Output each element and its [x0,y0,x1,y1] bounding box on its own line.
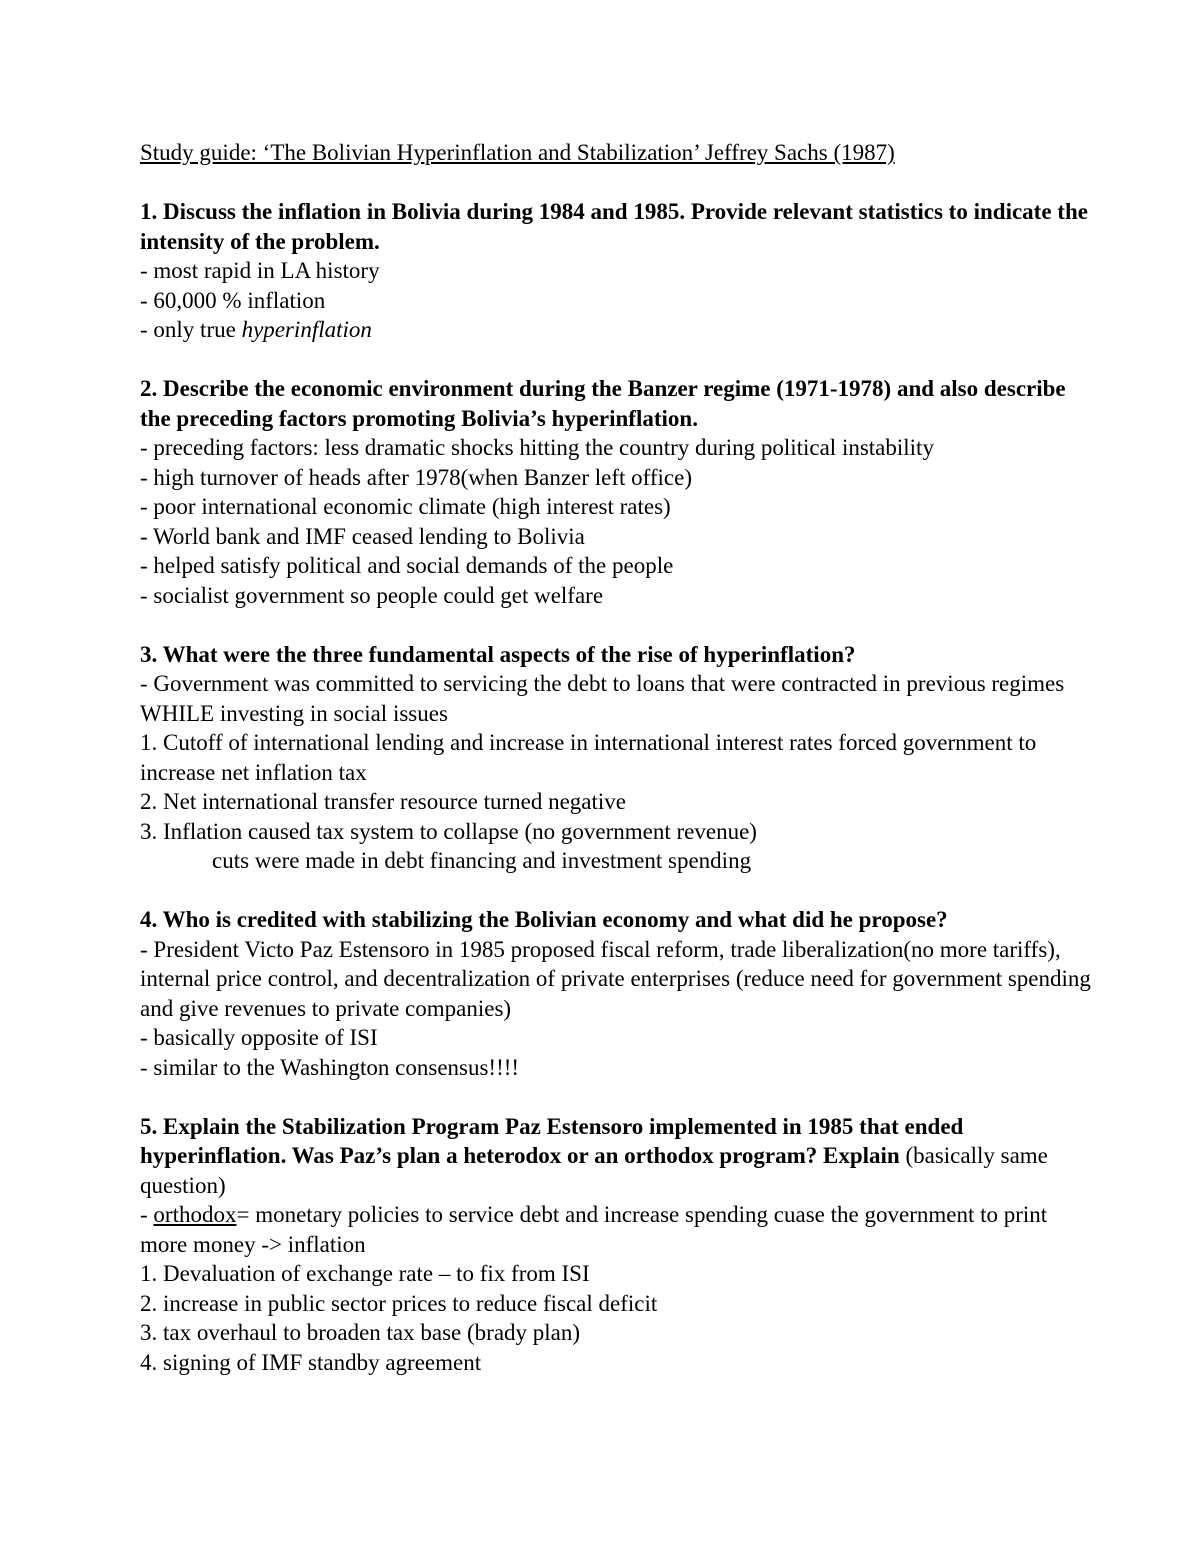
answer-line [140,1200,1100,1259]
question-section-1 [140,197,1100,345]
answer-line: - President Victo Paz Estensoro in 1985 proposed fiscal reform, trade liberalization(no more tariffs), internal price control, and decentralization of private enterprises (reduce need for government spending and give revenues to private companies) [140,936,1091,1021]
answer-line: 2. Net international transfer resource turned negative [140,789,626,814]
answer-line: - poor international economic climate (high interest rates) [140,494,671,519]
document-page [140,138,1100,1407]
answer-prefix: - only true [140,317,242,342]
answer-line: - most rapid in LA history [140,258,380,283]
answer-line: 3. tax overhaul to broaden tax base (brady plan) [140,1320,581,1345]
question-note: (basically same question) [140,1143,1048,1198]
answer-line [140,315,1100,345]
question-heading: 1. Discuss the inflation in Bolivia during 1984 and 1985. Provide relevant statistics to indicate the intensity of the problem. [140,199,1088,254]
answer-line: - socialist government so people could get welfare [140,582,604,608]
indented-answer-line: cuts were made in debt financing and investment spending [212,848,752,873]
answer-line: - preceding factors: less dramatic shocks hitting the country during political instability [140,435,934,460]
italic-term: hyperinflation [241,317,372,342]
page-title: Study guide: ‘The Bolivian Hyperinflation and Stabilization’ Jeffrey Sachs (1987) [140,140,895,165]
underlined-term: orthodox [153,1202,237,1227]
question-text: 5. Explain the Stabilization Program Paz Estensoro implemented in 1985 that ended hyperinflation. Was Paz’s plan a heterodox or an orthodox program? Explain [140,1113,964,1168]
answer-line: - Government was committed to servicing the debt to loans that were contracted in previous regimes WHILE investing in social issues [140,671,1065,726]
question-heading: 3. What were the three fundamental aspects of the rise of hyperinflation? [140,641,856,667]
answer-line: - similar to the Washington consensus!!!! [140,1054,520,1080]
question-section-2 [140,374,1100,610]
answer-line: 2. increase in public sector prices to reduce fiscal deficit [140,1290,658,1316]
answer-line: - 60,000 % inflation [140,287,326,313]
answer-prefix: - [140,1202,154,1227]
answer-line: 4. signing of IMF standby agreement [140,1349,482,1375]
question-section-5 [140,1112,1100,1378]
answer-line: - basically opposite of ISI [140,1025,378,1050]
question-heading: 4. Who is credited with stabilizing the Bolivian economy and what did he propose? [140,907,948,932]
answer-line: 1. Cutoff of international lending and increase in international interest rates forced government to increase net inflation tax [140,730,1037,785]
answer-rest: = monetary policies to service debt and increase spending cuase the government to print more money -> inflation [140,1202,1048,1257]
answer-line: - helped satisfy political and social demands of the people [140,553,674,578]
answer-line: 1. Devaluation of exchange rate – to fix from ISI [140,1261,590,1286]
answer-line: 3. Inflation caused tax system to collapse (no government revenue) [140,818,757,844]
question-section-4 [140,905,1100,1082]
answer-line: - World bank and IMF ceased lending to Bolivia [140,523,585,549]
answer-line: - high turnover of heads after 1978(when Banzer left office) [140,464,692,490]
question-section-3 [140,640,1100,876]
question-heading [140,1112,1100,1201]
question-heading: 2. Describe the economic environment during the Banzer regime (1971-1978) and also describe the preceding factors promoting Bolivia’s hyperinflation. [140,376,1066,431]
